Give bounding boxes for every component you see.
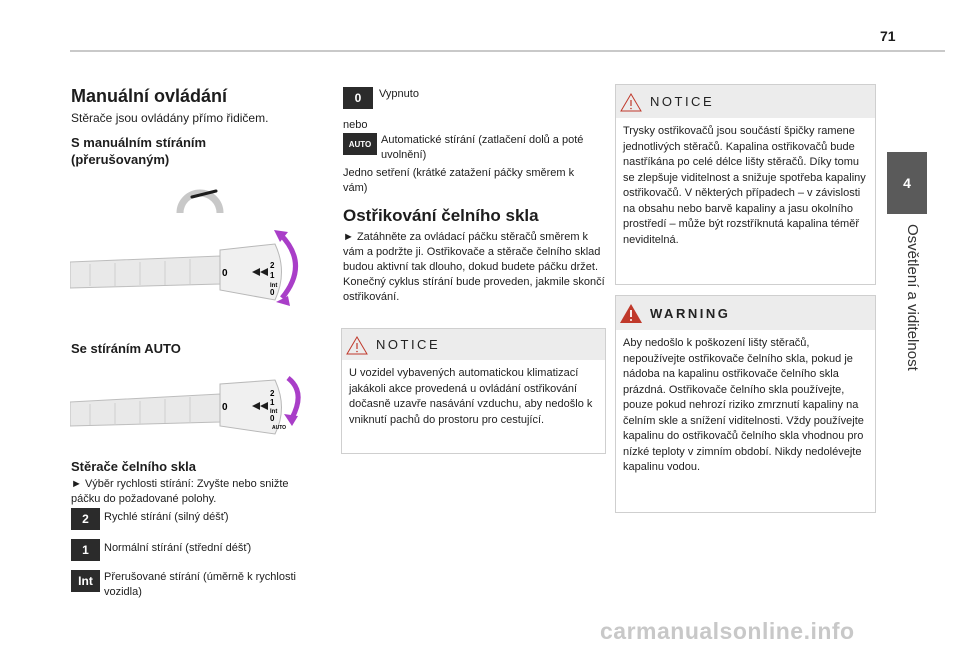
page-title: Manuální ovládání (71, 86, 228, 106)
intro-text: Stěrače jsou ovládány přímo řidičem. (71, 111, 269, 125)
warning-title: WARNING (650, 305, 731, 321)
auto-text: Automatické stírání (zatlačení dolů a poté uvolnění) (381, 134, 584, 161)
steering-wheel-icon (176, 183, 224, 223)
warning-box (615, 295, 876, 513)
wiper-lever-manual-figure (70, 228, 305, 306)
notice-text: U vozidel vybavených automatickou klimatizací jakákoli akce provedená u ovládání ostřikování dočasně uzavře nasávání vzduchu, aby nedošlo k vniknutí pachů do prostoru pro cestující. (349, 367, 593, 426)
lever-label-int: Int (270, 409, 278, 415)
auto-row (343, 133, 603, 163)
footer-watermark: carmanualsonline.info (600, 618, 855, 644)
item-text: Rychlé stírání (silný déšť) (104, 511, 229, 523)
single-wipe-text: Jedno setření (krátké zatažení páčky směrem k vám) (343, 167, 575, 194)
badge-2: 2 (71, 508, 100, 530)
page-number: 71 (880, 28, 896, 44)
notice-title: NOTICE (376, 337, 441, 352)
badge-auto: AUTO (343, 133, 377, 155)
warning-text: Aby nedošlo k poškození lišty stěračů, nepoužívejte ostřikovače čelního skla, pokud je nádoba na kapalinu ostřikovače čelního skla prázdná. Ostřikovače čelního skla používejte, pouze pokud nehrozí riziko zmrznutí kapaliny na čelním skle a snížení viditelnosti. Vždy používejte kapalinu do ostřikovačů čelního skla vhodnou pro nízké teploty v zimním období. Nikdy nedolévejte kapalinu vodou. (623, 337, 864, 473)
notice-box-right (615, 84, 876, 285)
lever-label-zero: 0 (222, 402, 228, 413)
off-text: Vypnuto (379, 88, 419, 100)
front-wipers-text: ► Výběr rychlosti stírání: Zvyšte nebo snižte páčku do požadované polohy. (71, 478, 289, 505)
item-text: Přerušované stírání (úměrně k rychlosti vozidla) (104, 571, 296, 598)
chapter-tab[interactable]: 4 (887, 152, 927, 214)
notice-text: Trysky ostřikovačů jsou součástí špičky ramene jednotlivých stěračů. Kapalina ostřikovačů bude nastříkána po celé délce lišty stěračů. Díky tomu se zlepšuje viditelnost a snižuje spotřeba kapaliny ostřikovačů. V některých případech – v závislosti na obsahu nebo barvě kapaliny a jasu okolního prostředí – může být rozstříknutá kapalina téměř neviditelná. (623, 125, 866, 246)
washer-heading: Ostřikování čelního skla (343, 206, 539, 225)
heading-front-wipers: Stěrače čelního skla (71, 459, 197, 474)
badge-0: 0 (343, 87, 373, 109)
list-item (71, 508, 311, 530)
or-text: nebo (343, 119, 368, 131)
lever-label-zero: 0 (222, 268, 228, 279)
rotation-arrow-icon (280, 234, 296, 298)
warning-triangle-filled-icon (616, 301, 650, 325)
item-text: Normální stírání (střední déšť) (104, 542, 252, 554)
down-arrow-icon (288, 378, 298, 418)
header-divider (70, 50, 945, 52)
notice-box-left (341, 328, 606, 454)
heading-auto: Se stíráním AUTO (71, 341, 181, 356)
warning-header (616, 296, 875, 330)
off-row (343, 87, 419, 109)
notice-header (342, 329, 605, 360)
lever-label-int: Int (270, 283, 278, 289)
lever-label-1: 1 (270, 398, 275, 407)
lever-label-auto: AUTO (272, 425, 287, 431)
chapter-title: Osvětlení a viditelnost (904, 224, 921, 371)
wiper-lever-auto-figure (70, 368, 305, 440)
notice-title: NOTICE (650, 94, 715, 109)
notice-header (616, 85, 875, 118)
badge-int: Int (71, 570, 100, 592)
speed-list (71, 508, 311, 600)
lever-label-2: 2 (270, 261, 275, 270)
lever-label-2: 2 (270, 389, 275, 398)
lever-label-0: 0 (270, 414, 275, 423)
badge-1: 1 (71, 539, 100, 561)
lever-label-1: 1 (270, 271, 275, 280)
warning-triangle-icon (342, 334, 376, 356)
warning-triangle-icon (616, 91, 650, 113)
washer-text: ► Zatáhněte za ovládací páčku stěračů směrem k vám a podržte ji. Ostřikovače a stěrače čelního sklad budou aktivní tak dlouho, dokud budete páčku držet. Konečný cyklus stírání bude proveden, jakmile skončí ostřikování. (343, 231, 605, 303)
lever-label-0: 0 (270, 288, 275, 297)
heading-manual: S manuálním stíráním (přerušovaným) (71, 135, 207, 167)
list-item (71, 539, 311, 561)
list-item (71, 570, 311, 600)
